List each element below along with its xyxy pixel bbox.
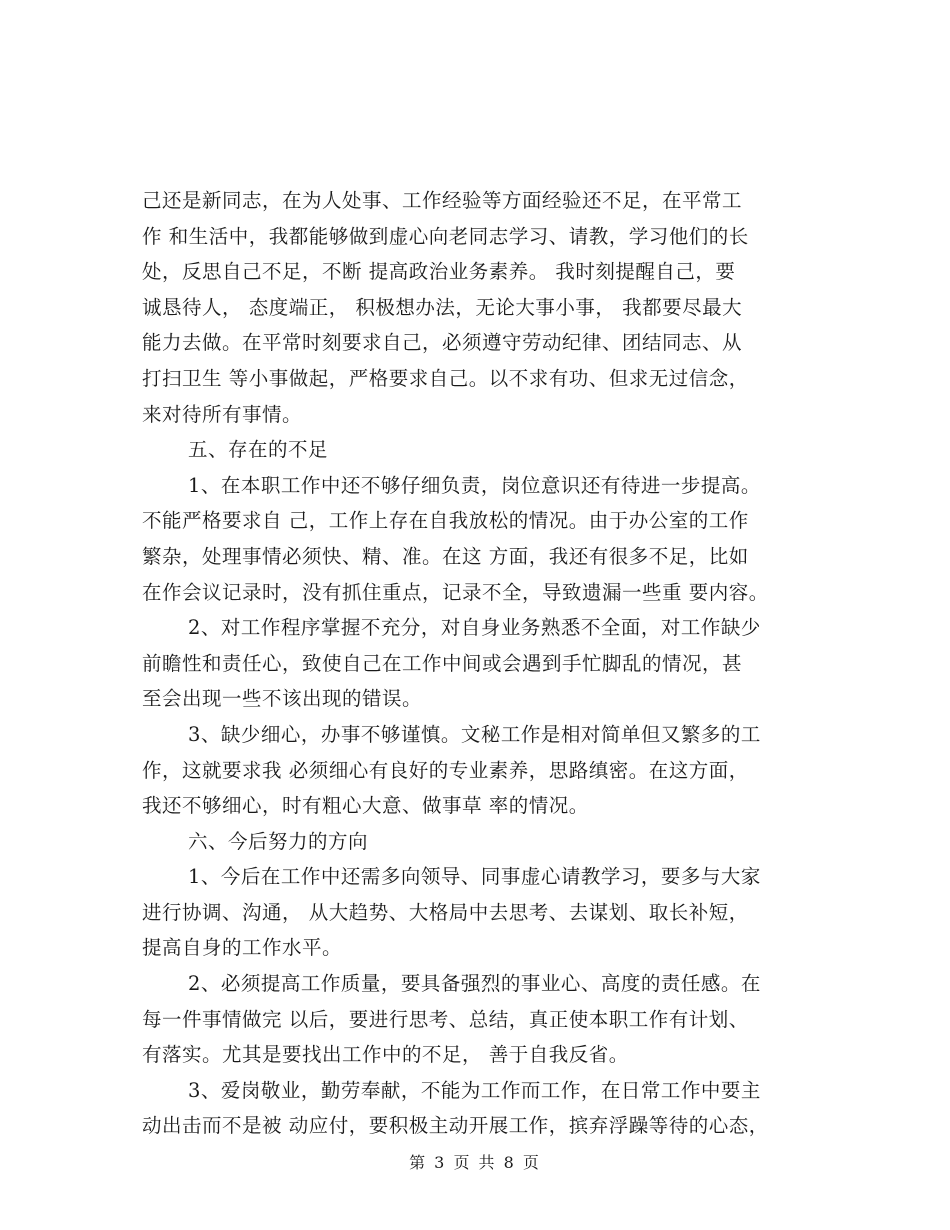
text-line: 动出击而不是被 动应付，要积极主动开展工作，摈弃浮躁等待的心态， — [142, 1114, 769, 1138]
text-line: 1、今后在工作中还需多向领导、同事虚心请教学习，要多与大家 — [188, 865, 761, 889]
text-line: 1、在本职工作中还不够仔细负责，岗位意识还有待进一步提高。 — [188, 473, 761, 497]
text-line: 不能严格要求自 己，工作上存在自我放松的情况。由于办公室的工作 — [142, 509, 749, 533]
text-line: 进行协调、沟通， 从大趋势、大格局中去思考、去谋划、取长补短， — [142, 900, 749, 924]
text-line: 打扫卫生 等小事做起，严格要求自己。以不求有功、但求无过信念， — [142, 366, 749, 390]
text-line: 2、对工作程序掌握不充分，对自身业务熟悉不全面，对工作缺少 — [188, 616, 761, 640]
text-line: 己还是新同志，在为人处事、工作经验等方面经验还不足，在平常工 — [142, 189, 743, 212]
text-line: 作，这就要求我 必须细心有良好的专业素养，思路缜密。在这方面， — [142, 758, 749, 782]
text-line: 我还不够细心，时有粗心大意、做事草 率的情况。 — [142, 794, 589, 818]
text-line: 五、存在的不足 — [188, 438, 329, 462]
text-line: 诚恳待人， 态度端正， 积极想办法，无论大事小事， 我都要尽最大 — [142, 295, 743, 319]
text-line: 处，反思自己不足，不断 提高政治业务素养。 我时刻提醒自己，要 — [142, 260, 736, 284]
document-body — [142, 183, 822, 1144]
text-line: 来对待所有事情。 — [142, 402, 303, 426]
text-line: 作 和生活中，我都能够做到虚心向老同志学习、请教，学习他们的长 — [142, 224, 749, 248]
page-footer: 第 3 页 共 8 页 — [409, 1153, 541, 1172]
text-line: 在作会议记录时，没有抓住重点，记录不全，导致遗漏一些重 要内容。 — [142, 580, 769, 604]
text-line: 每一件事情做完 以后，要进行思考、总结，真正使本职工作有计划、 — [142, 1007, 749, 1031]
text-line: 前瞻性和责任心，致使自己在工作中间或会遇到手忙脚乱的情况，甚 — [142, 651, 743, 675]
text-line: 繁杂，处理事情必须快、精、准。在这 方面，我还有很多不足，比如 — [142, 544, 749, 568]
text-line: 有落实。尤其是要找出工作中的不足， 善于自我反省。 — [142, 1043, 629, 1067]
text-line: 提高自身的工作水平。 — [142, 936, 343, 960]
text-line: 3、爱岗敬业，勤劳奉献，不能为工作而工作，在日常工作中要主 — [188, 1078, 761, 1102]
text-line: 2、必须提高工作质量，要具备强烈的事业心、高度的责任感。在 — [188, 972, 761, 996]
text-line: 至会出现一些不该出现的错误。 — [142, 687, 423, 711]
text-line: 能力去做。在平常时刻要求自己，必须遵守劳动纪律、团结同志、从 — [142, 331, 743, 355]
text-line: 六、今后努力的方向 — [188, 829, 369, 853]
text-line: 3、缺少细心，办事不够谨慎。文秘工作是相对简单但又繁多的工 — [188, 722, 761, 746]
